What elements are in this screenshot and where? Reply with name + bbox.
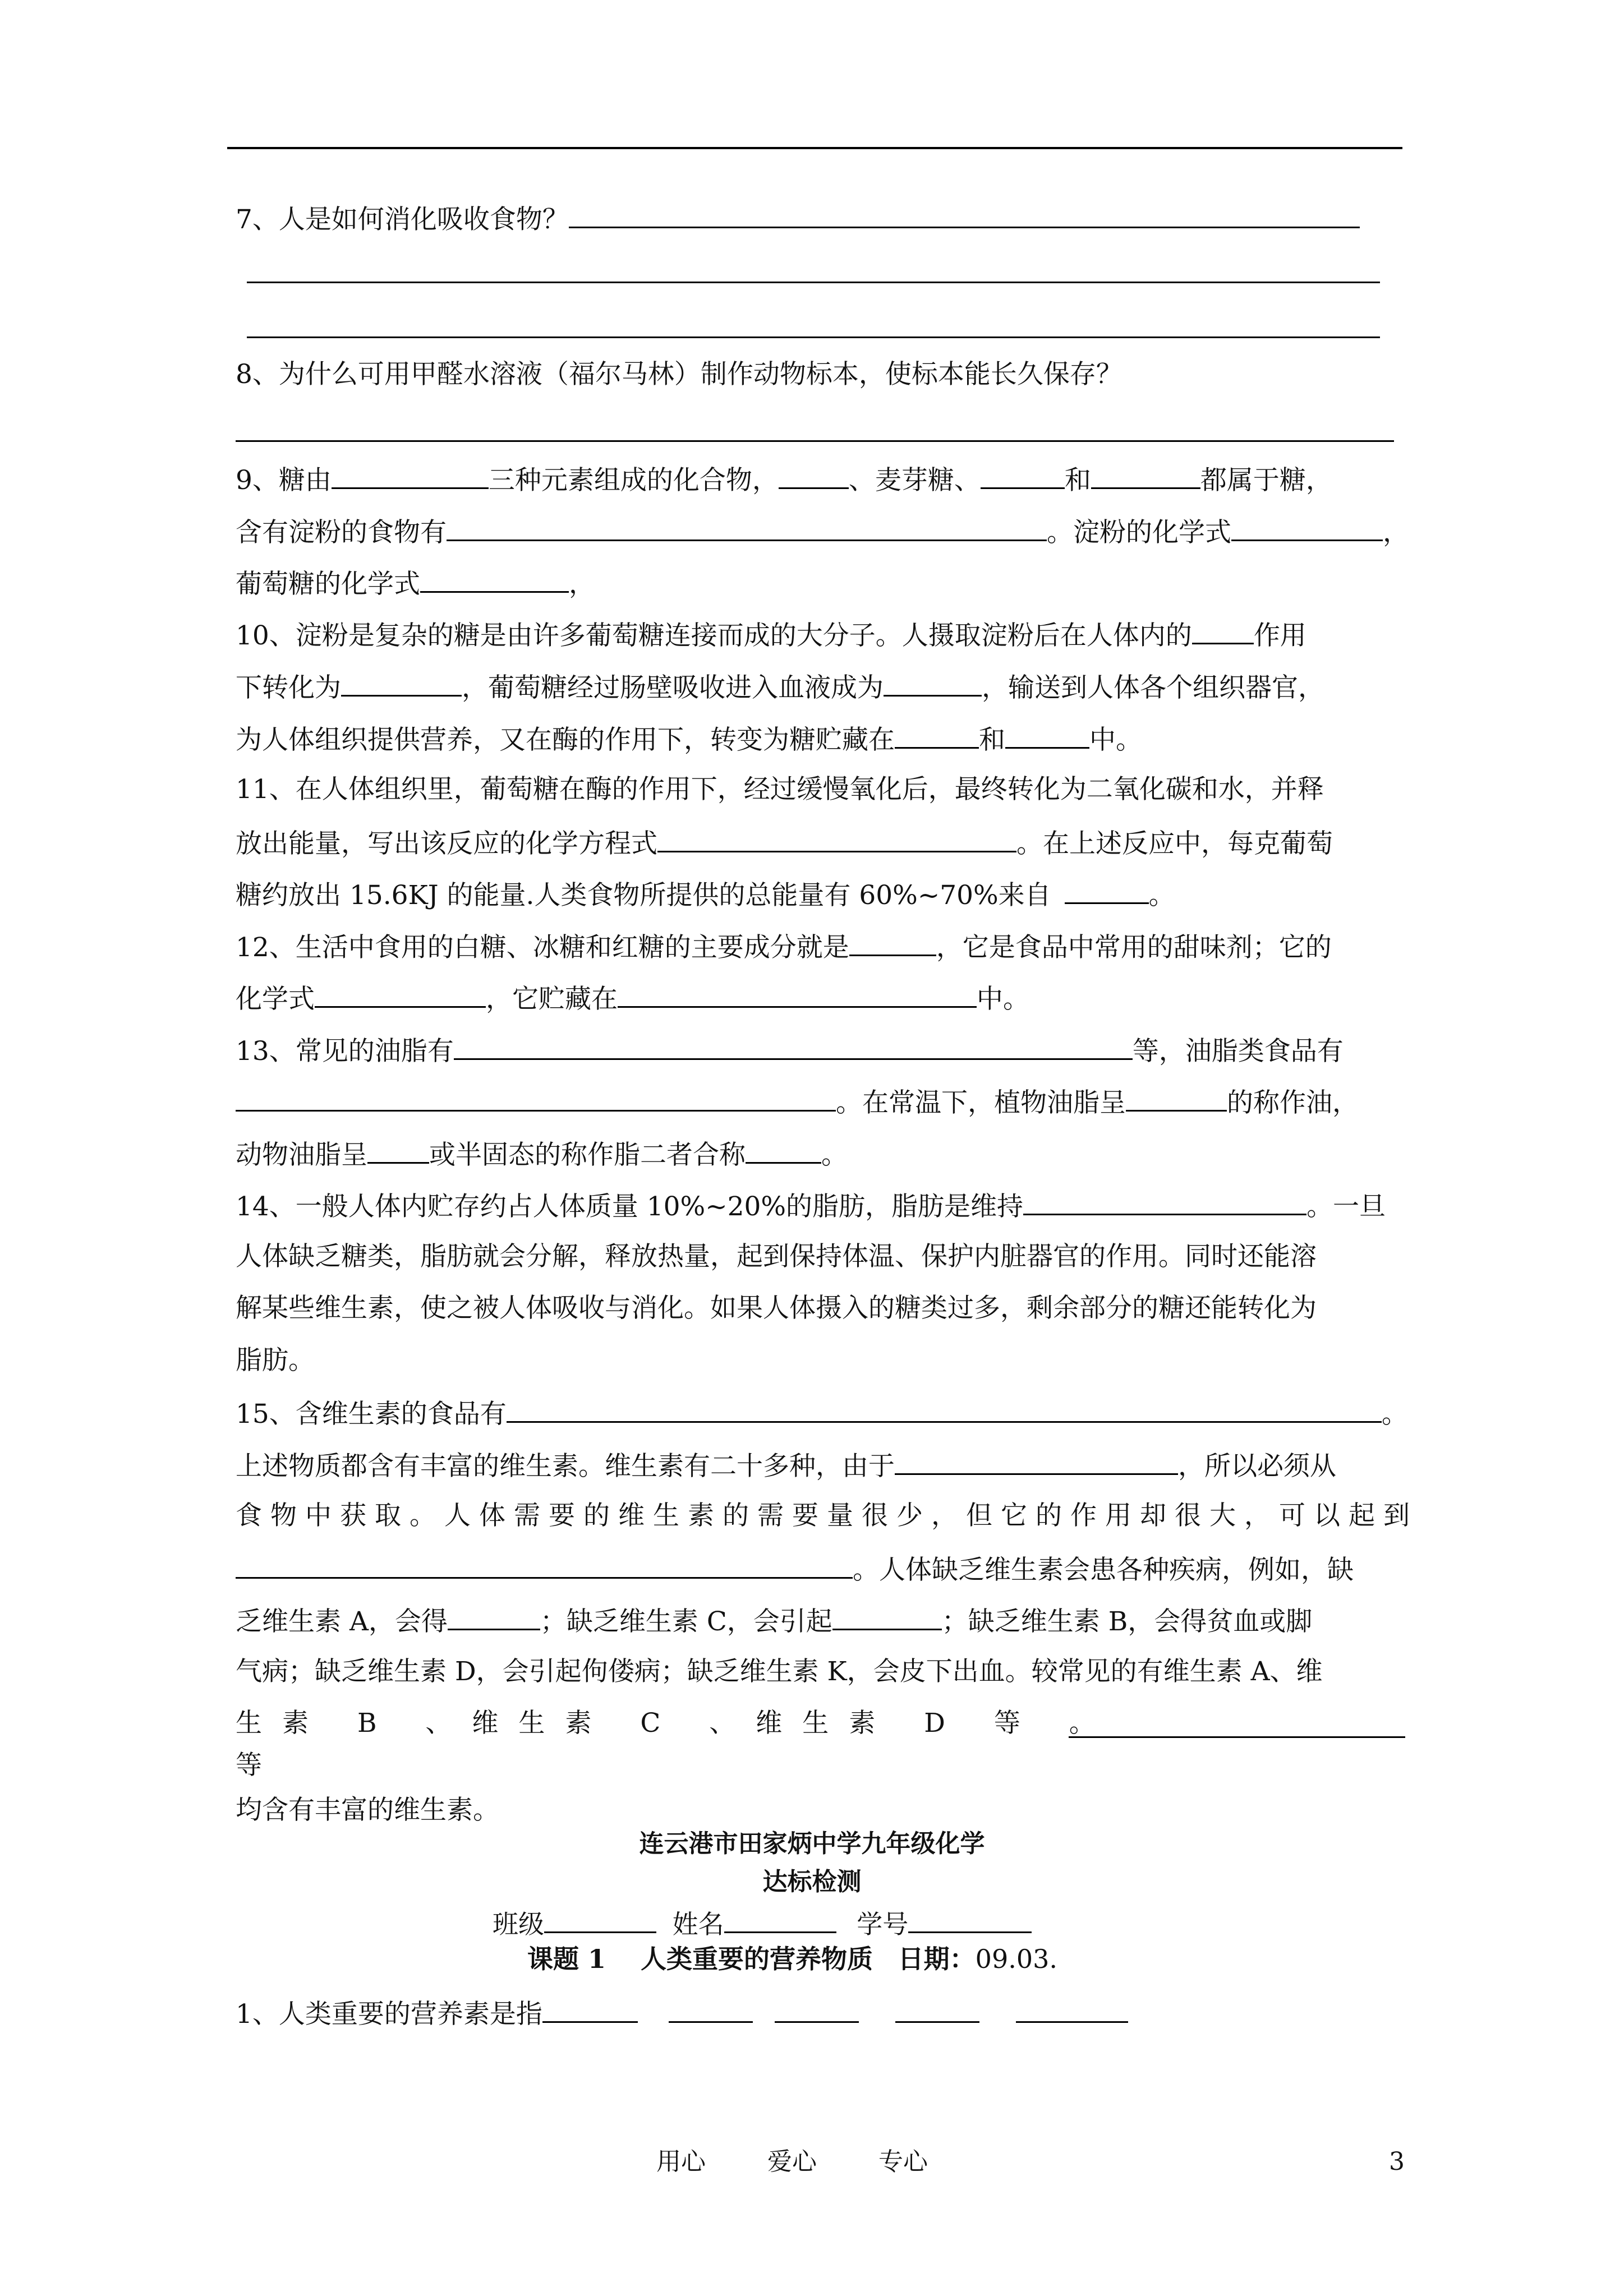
answer-blank[interactable] <box>779 463 849 489</box>
answer-blank[interactable] <box>1023 1189 1306 1215</box>
text: 、麦芽糖、 <box>848 465 981 496</box>
text: 14、一般人体内贮存约占人体质量 10%~20%的脂肪，脂肪是维持 <box>236 1191 1024 1222</box>
text: ，所以必须从 <box>1178 1451 1336 1482</box>
text: ，输送到人体各个组织器官， <box>982 672 1324 703</box>
student-info-row <box>493 1907 1032 1940</box>
answer-blank[interactable] <box>895 722 979 749</box>
question-15-line-4 <box>236 1552 1354 1586</box>
text: 化学式 <box>236 984 315 1015</box>
answer-blank[interactable] <box>657 826 1016 852</box>
text: 乏维生素 A，会得 <box>236 1606 448 1637</box>
answer-blank[interactable] <box>420 566 569 593</box>
text: 生素 B 、维生素 C 、维生素 D 等 。 <box>236 1708 1116 1739</box>
answer-blank[interactable] <box>1016 1997 1128 2023</box>
question-9-line-3 <box>236 566 595 600</box>
date-value: 09.03. <box>975 1944 1057 1974</box>
text: ， <box>1383 517 1409 548</box>
lesson-row <box>527 1943 1057 1975</box>
answer-blank[interactable] <box>341 670 462 697</box>
text: 。 <box>1381 1399 1408 1430</box>
answer-line[interactable] <box>247 336 1380 338</box>
date-label: 日期： <box>898 1944 976 1974</box>
answer-blank[interactable] <box>569 202 1360 228</box>
footer-motto-3: 专心 <box>878 2147 928 2176</box>
text: ， <box>569 569 595 600</box>
question-10-line-1 <box>236 618 1306 652</box>
student-id-field[interactable] <box>908 1907 1032 1933</box>
text: 或半固态的称作脂二者合称 <box>429 1140 746 1170</box>
text: 上述物质都含有丰富的维生素。维生素有二十多种，由于 <box>236 1451 895 1482</box>
text: ；缺乏维生素 C，会引起 <box>540 1606 832 1637</box>
question-11-line-2 <box>236 826 1333 860</box>
text: 10、淀粉是复杂的糖是由许多葡萄糖连接而成的大分子。人摄取淀粉后在人体内的 <box>236 620 1192 651</box>
answer-blank[interactable] <box>618 981 977 1008</box>
name-label: 姓名 <box>672 1909 724 1939</box>
answer-line[interactable] <box>1069 1736 1405 1738</box>
text: 9、糖由 <box>236 465 332 496</box>
text: 下转化为 <box>236 672 341 703</box>
answer-blank[interactable] <box>236 1085 836 1112</box>
question-14-line-3 <box>236 1293 1317 1324</box>
answer-blank[interactable] <box>849 930 936 956</box>
footer-motto-1: 用心 <box>656 2147 706 2176</box>
section-title: 连云港市田家炳中学九年级化学 <box>639 1829 985 1858</box>
question-12-line-1 <box>236 930 1332 963</box>
name-field[interactable] <box>724 1907 836 1933</box>
text: 。一旦 <box>1306 1191 1386 1222</box>
question-15-line-5 <box>236 1604 1312 1638</box>
answer-blank[interactable] <box>315 981 486 1008</box>
answer-line[interactable] <box>236 440 1394 442</box>
question-9-line-1 <box>236 463 1332 496</box>
text: 人体缺乏糖类，脂肪就会分解，释放热量，起到保持体温、保护内脏器官的作用。同时还能溶 <box>236 1241 1317 1272</box>
text: 12、生活中食用的白糖、冰糖和红糖的主要成分就是 <box>236 932 849 963</box>
page-number: 3 <box>1389 2147 1405 2176</box>
question-14-line-1 <box>236 1189 1386 1223</box>
text: 。在上述反应中，每克葡萄 <box>1016 828 1333 859</box>
text: 三种元素组成的化合物， <box>488 465 779 496</box>
text: 等 <box>236 1750 262 1781</box>
student-id-label: 学号 <box>857 1909 909 1939</box>
answer-blank[interactable] <box>1126 1085 1227 1112</box>
question-15-line-3 <box>236 1500 1418 1532</box>
answer-blank[interactable] <box>367 1137 429 1164</box>
footer-motto-2: 爱心 <box>767 2147 817 2176</box>
text: ，葡萄糖经过肠壁吸收进入血液成为 <box>462 672 884 703</box>
text: 作用 <box>1253 620 1306 651</box>
text: ；缺乏维生素 B，会得贫血或脚 <box>941 1606 1313 1637</box>
text: 11、在人体组织里，葡萄糖在酶的作用下，经过缓慢氧化后，最终转化为二氧化碳和水，并释 <box>236 774 1324 805</box>
answer-blank[interactable] <box>1192 618 1254 644</box>
question-11-line-3 <box>236 878 1175 911</box>
answer-blank[interactable] <box>832 1604 942 1630</box>
text: 都属于糖， <box>1200 465 1332 496</box>
answer-blank[interactable] <box>507 1396 1382 1423</box>
text: 葡萄糖的化学式 <box>236 569 420 600</box>
text: 的称作油， <box>1227 1087 1359 1118</box>
question-8-text: 8、为什么可用甲醛水溶液（福尔马林）制作动物标本，使标本能长久保存？ <box>236 359 1122 390</box>
text: 。 <box>1148 880 1175 911</box>
question-13-line-3 <box>236 1137 848 1171</box>
answer-blank[interactable] <box>775 1997 859 2023</box>
question-7-text: 7、人是如何消化吸收食物？ <box>236 204 569 235</box>
answer-blank[interactable] <box>895 1997 979 2023</box>
text: 糖约放出 15.6KJ 的能量.人类食物所提供的总能量有 60%~70%来自 <box>236 880 1051 911</box>
answer-blank[interactable] <box>1091 463 1200 489</box>
answer-blank[interactable] <box>454 1034 1133 1060</box>
question-13-line-2 <box>236 1085 1359 1119</box>
text: 。 <box>821 1140 848 1170</box>
text: 等，油脂类食品有 <box>1132 1036 1344 1067</box>
text: 。在常温下，植物油脂呈 <box>836 1087 1126 1118</box>
text: 动物油脂呈 <box>236 1140 367 1170</box>
question-14-line-4 <box>236 1345 315 1376</box>
answer-line[interactable] <box>247 282 1380 283</box>
class-field[interactable] <box>544 1907 656 1933</box>
question-7 <box>236 202 1360 236</box>
question-14-line-2 <box>236 1241 1317 1273</box>
text: 放出能量，写出该反应的化学方程式 <box>236 828 657 859</box>
answer-blank[interactable] <box>884 670 982 697</box>
question-15-line-8 <box>236 1750 262 1781</box>
question-10-line-2 <box>236 670 1324 704</box>
answer-blank[interactable] <box>448 1604 540 1630</box>
text: 中。 <box>977 984 1029 1015</box>
question-11-line-1 <box>236 774 1324 805</box>
answer-blank[interactable] <box>1065 878 1149 904</box>
answer-blank[interactable] <box>332 463 489 489</box>
answer-blank[interactable] <box>981 463 1065 489</box>
text: 。人体缺乏维生素会患各种疾病，例如，缺 <box>853 1555 1354 1585</box>
answer-blank[interactable] <box>447 515 1047 541</box>
text: 1、人类重要的营养素是指 <box>236 1999 542 2030</box>
text: ，它贮藏在 <box>486 984 618 1015</box>
header-rule <box>227 147 1402 149</box>
question-12-line-2 <box>236 981 1029 1015</box>
exercise-1 <box>236 1997 1128 2030</box>
question-15-line-1 <box>236 1396 1408 1430</box>
lesson-title: 课题 1 人类重要的营养物质 <box>527 1944 873 1974</box>
section-subtitle: 达标检测 <box>762 1868 862 1896</box>
question-15-line-7 <box>236 1708 1116 1739</box>
text: 中。 <box>1089 725 1142 755</box>
question-9-line-2 <box>236 515 1409 548</box>
text: ，它是食品中常用的甜味剂；它的 <box>936 932 1332 963</box>
question-13-line-1 <box>236 1034 1344 1067</box>
answer-blank[interactable] <box>669 1997 753 2023</box>
answer-blank[interactable] <box>1231 515 1383 541</box>
answer-blank[interactable] <box>746 1137 821 1164</box>
question-15-line-6 <box>236 1656 1323 1688</box>
question-15-line-9 <box>236 1795 499 1826</box>
answer-blank[interactable] <box>542 1997 638 2023</box>
question-15-line-2 <box>236 1449 1336 1482</box>
text: 脂肪。 <box>236 1345 315 1376</box>
answer-blank[interactable] <box>895 1449 1178 1475</box>
text: 为人体组织提供营养，又在酶的作用下，转变为糖贮藏在 <box>236 725 895 755</box>
text: 食物中获取。人体需要的维生素的需要量很少，但它的作用却很大，可以起到 <box>236 1500 1418 1531</box>
text: 气病；缺乏维生素 D，会引起佝偻病；缺乏维生素 K，会皮下出血。较常见的有维生素 A、维 <box>236 1656 1323 1687</box>
text: 解某些维生素，使之被人体吸收与消化。如果人体摄入的糖类过多，剩余部分的糖还能转化为 <box>236 1293 1317 1324</box>
answer-blank[interactable] <box>1005 722 1089 749</box>
text: 。淀粉的化学式 <box>1047 517 1231 548</box>
text: 均含有丰富的维生素。 <box>236 1795 499 1825</box>
text: 和 <box>979 725 1005 755</box>
text: 含有淀粉的食物有 <box>236 517 447 548</box>
question-8 <box>236 359 1122 390</box>
text: 15、含维生素的食品有 <box>236 1399 507 1430</box>
class-label: 班级 <box>493 1909 544 1939</box>
text: 13、常见的油脂有 <box>236 1036 454 1067</box>
question-10-line-3 <box>236 722 1142 756</box>
text: 和 <box>1064 465 1091 496</box>
answer-blank[interactable] <box>236 1552 853 1579</box>
